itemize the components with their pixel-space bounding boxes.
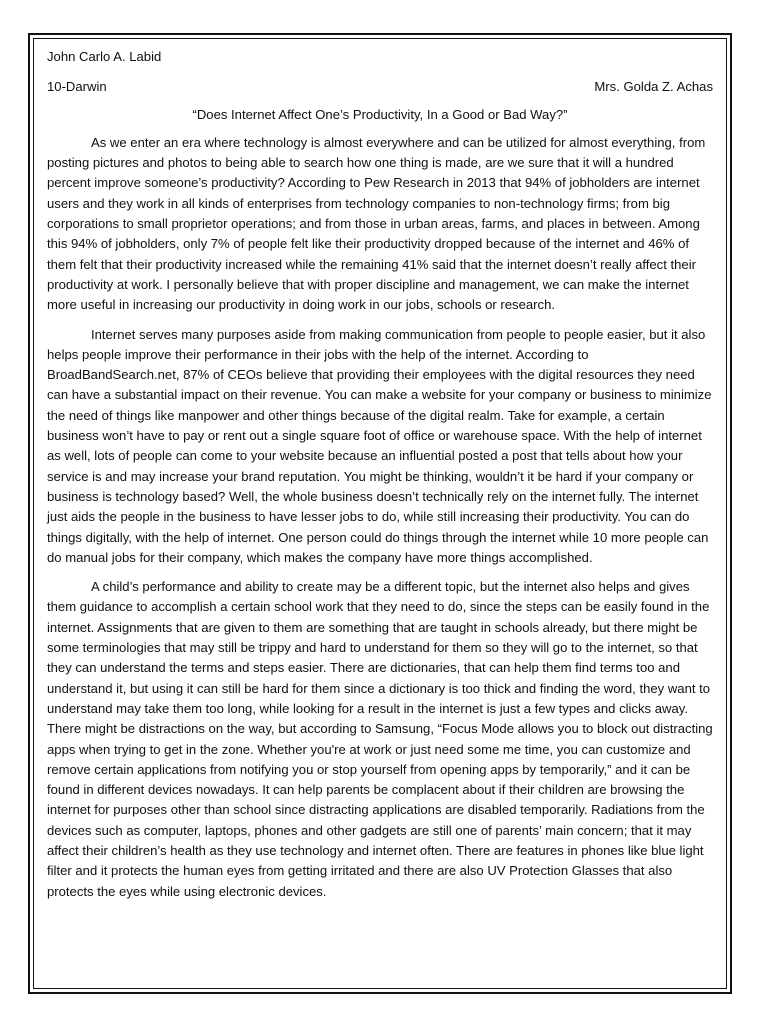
author-name: John Carlo A. Labid: [47, 49, 162, 64]
paragraph-2: Internet serves many purposes aside from making communication from people to people easier, but it also helps people improve their performance in their jobs with the help of the internet. According to BroadBandSearch.net, 87% of CEOs believe that providing their employees with the digital resources they need can have a substantial impact on their revenue. You can make a website for your company or business to minimize the need of things like manpower and other things because of the digital realm. Take for example, a certain business won’t have to pay or rent out a single square foot of office or warehouse space. With the help of internet as well, lots of people can come to your website because an influential posted a post that tells about how your service is and may increase your brand reputation. You might be thinking, wouldn’t it be hard if your company or business is technology based? Well, the whole business doesn’t technically rely on the internet fully. The internet just aids the people in the business to have lesser jobs to do, while still increasing their productivity. You can do things digitally, with the help of internet. One person could do things through the internet while 10 more people can do manual jobs for their company, which makes the company have more things accomplished.: [47, 326, 712, 565]
paragraph-3: A child’s performance and ability to create may be a different topic, but the internet also helps and gives them guidance to accomplish a certain school work that they need to do, since the steps can be easily found in the internet. Assignments that are given to them are something that are taught in schools already, but there might be some terminologies that may still be trippy and hard to understand for them so they will go to the internet, so that they can understand the terms and steps easier. There are dictionaries, that can help them find terms too and understand it, but using it can still be hard for them since a dictionary is too thick and finding the word, they want to understand may take them too long, while looking for a result in the internet is just a few types and clicks away. There might be distractions on the way, but according to Samsung, “Focus Mode allows you to block out distracting apps when trying to get in the zone. Whether you're at work or just need some me time, you can customize and remove certain applications from notifying you or stop yourself from opening apps by temporarily,” and it can be found in different devices nowadays. It can help parents be complacent about if their children are browsing the internet for purposes other than school since distracting applications are disabled temporarily. Radiations from the devices such as computer, laptops, phones and other gadgets are still one of parents’ main concern; that it may affect their children’s health as they use technology and internet often. There are features in phones like blue light filter and it protects the human eyes from getting irritated and there are also UV Protection Glasses that also protects the eyes while using electronic devices.: [47, 579, 713, 899]
header-row: [47, 77, 713, 97]
document-body: [47, 47, 713, 902]
paragraph-1: As we enter an era where technology is almost everywhere and can be utilized for almost everything, from posting pictures and photos to being able to search how one thing is made, are we sure that it will a hundred percent improve someone’s productivity? According to Pew Research in 2013 that 94% of jobholders are internet users and they work in all kinds of enterprises from technology companies to non-technology firms; from big corporations to small proprietor operations; and from those in urban areas, farms, and places in between. Among this 94% of jobholders, only 7% of people felt like their productivity dropped because of the internet and 46% of them felt that their productivity increased while the remaining 41% said that the internet doesn’t really affect their productivity at work. I personally believe that with proper discipline and management, we can make the internet more useful in increasing our productivity in doing work in our jobs, schools or research.: [47, 134, 706, 313]
teacher-name: Mrs. Golda Z. Achas: [594, 79, 713, 95]
essay-title: “Does Internet Affect One’s Productivity, In a Good or Bad Way?”: [192, 106, 568, 122]
section-name: 10-Darwin: [47, 79, 107, 95]
